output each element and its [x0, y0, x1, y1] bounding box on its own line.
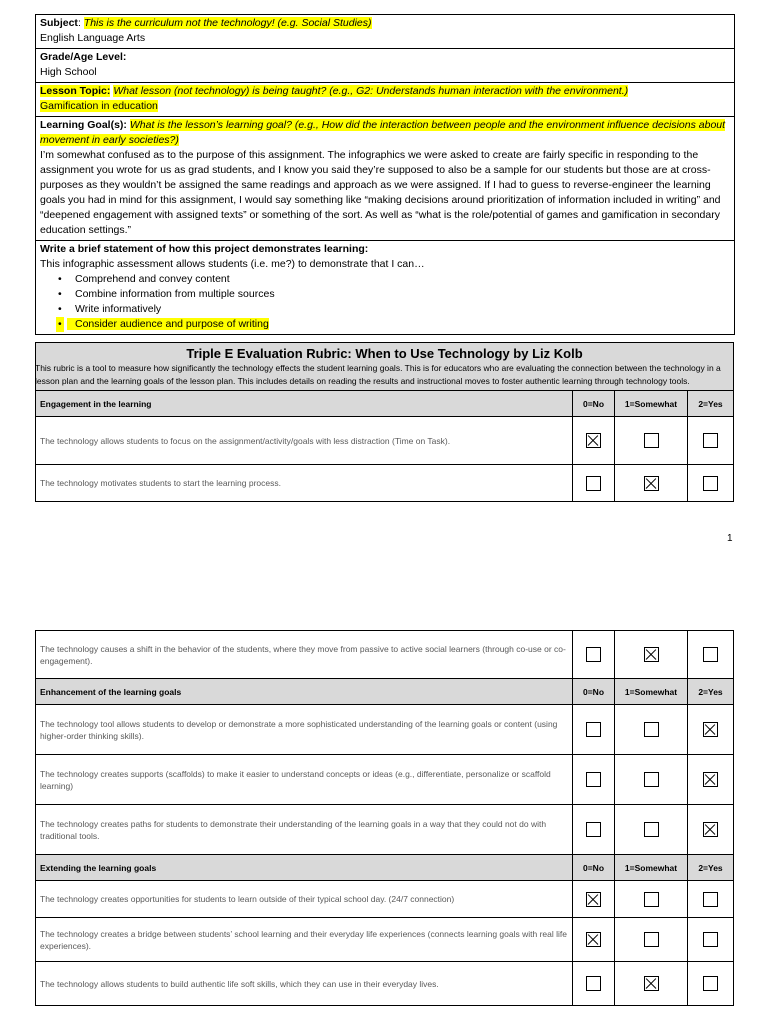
list-item: • Write informatively	[58, 303, 162, 315]
scale-label: 0=No	[573, 679, 615, 705]
goal-prompt: What is the lesson’s learning goal? (e.g., How did the interaction between people and the environment influence decisions about movement in early societies?)	[40, 119, 726, 146]
scale-label: 2=Yes	[688, 679, 734, 705]
checkbox-yes[interactable]	[703, 476, 718, 491]
scale-label: 1=Somewhat	[615, 391, 688, 417]
subject-label: Subject	[40, 17, 78, 29]
criterion-text: The technology creates a bridge between students’ school learning and their everyday life experiences (connects learning goals with real life experiences).	[36, 918, 573, 962]
checkbox-somewhat[interactable]	[644, 822, 659, 837]
bullet-icon: •	[58, 273, 62, 285]
section-heading: Engagement in the learning	[36, 391, 573, 417]
checkbox-cell	[688, 881, 734, 918]
criterion-text: The technology motivates students to start the learning process.	[36, 465, 573, 502]
rubric-row	[36, 465, 734, 502]
section-header-row	[36, 679, 734, 705]
topic-value: Gamification in education	[40, 100, 158, 112]
checkbox-no[interactable]	[586, 976, 601, 991]
criterion-text: The technology creates paths for students to demonstrate their understanding of the learning goals in a way that they could not do with traditional tools.	[36, 805, 573, 855]
scale-label: 1=Somewhat	[615, 855, 688, 881]
checkbox-cell	[615, 755, 688, 805]
checkbox-cell	[615, 918, 688, 962]
rubric-table-page-1	[35, 342, 734, 502]
bullet-icon: •	[58, 318, 62, 330]
statement-bullets	[40, 272, 730, 332]
topic-section	[36, 83, 734, 117]
checkbox-somewhat-checked[interactable]	[644, 976, 659, 991]
section-header-row	[36, 391, 734, 417]
checkbox-somewhat[interactable]	[644, 433, 659, 448]
checkbox-somewhat-checked[interactable]	[644, 476, 659, 491]
rubric-intro: This rubric is a tool to measure how significantly the technology effects the student learning goals. This is for educators who are evaluating the connection between the technology in a lesson plan and the learning goals of the lesson plan. This includes details on reading the results and instructional moves to foster authentic learning through technology tools.	[35, 363, 721, 386]
rubric-table-page-2	[35, 630, 734, 1006]
checkbox-no[interactable]	[586, 722, 601, 737]
section-heading: Extending the learning goals	[36, 855, 573, 881]
subject-value: English Language Arts	[40, 32, 146, 44]
subject-section: Subject: This is the curriculum not the technology! (e.g. Social Studies) English Language Arts	[36, 15, 734, 49]
checkbox-yes[interactable]	[703, 433, 718, 448]
grade-value: High School	[40, 66, 97, 78]
rubric-row	[36, 918, 734, 962]
checkbox-no-checked[interactable]	[586, 892, 601, 907]
checkbox-cell	[615, 962, 688, 1006]
checkbox-cell	[688, 962, 734, 1006]
section-heading: Enhancement of the learning goals	[36, 679, 573, 705]
checkbox-somewhat[interactable]	[644, 892, 659, 907]
list-item: • Consider audience and purpose of writing	[58, 318, 269, 330]
criterion-text: The technology tool allows students to develop or demonstrate a more sophisticated understanding of the learning goals or content (using higher-order thinking skills).	[36, 705, 573, 755]
criterion-text: The technology causes a shift in the behavior of the students, where they move from passive to active social learners (through co-use or co-engagement).	[36, 631, 573, 679]
statement-label: Write a brief statement of how this project demonstrates learning:	[40, 243, 369, 255]
goal-section	[36, 117, 734, 241]
rubric-row	[36, 962, 734, 1006]
list-item: • Combine information from multiple sources	[58, 288, 275, 300]
checkbox-yes[interactable]	[703, 647, 718, 662]
checkbox-somewhat[interactable]	[644, 772, 659, 787]
checkbox-cell	[688, 918, 734, 962]
checkbox-cell	[615, 631, 688, 679]
statement-intro: This infographic assessment allows students (i.e. me?) to demonstrate that I can…	[40, 258, 425, 270]
checkbox-no-checked[interactable]	[586, 433, 601, 448]
rubric-row	[36, 755, 734, 805]
lesson-info-box	[35, 14, 735, 335]
scale-label: 2=Yes	[688, 391, 734, 417]
topic-prompt: What lesson (not technology) is being taught? (e.g., G2: Understands human interaction with the environment.)	[113, 85, 629, 97]
checkbox-no[interactable]	[586, 647, 601, 662]
checkbox-cell	[573, 881, 615, 918]
rubric-row	[36, 631, 734, 679]
list-item: • Comprehend and convey content	[58, 273, 230, 285]
checkbox-yes[interactable]	[703, 892, 718, 907]
statement-section	[36, 241, 734, 334]
checkbox-cell	[615, 417, 688, 465]
rubric-row	[36, 705, 734, 755]
scale-label: 0=No	[573, 855, 615, 881]
grade-section	[36, 49, 734, 83]
checkbox-cell	[615, 881, 688, 918]
goal-value: I’m somewhat confused as to the purpose of this assignment. The infographics we were asked to create are fairly specific in responding to the assignment you wrote for us as grad students, and I know you said they’re supposed to also be a sample for our students but those are at cross-purposes as they wouldn’t be assigned the same readings and approach as we were assigned. If I had to guess to reverse-engineer the learning goals you had in mind for this assignment, I would say something like “making decisions around prioritization of information included in writing” and “deepened engagement with assigned texts” or something of the sort. As well as “what is the role/potential of games and gamification in secondary education settings.”	[40, 149, 721, 236]
checkbox-yes[interactable]	[703, 932, 718, 947]
checkbox-cell	[615, 705, 688, 755]
criterion-text: The technology allows students to focus on the assignment/activity/goals with less distraction (Time on Task).	[36, 417, 573, 465]
scale-label: 0=No	[573, 391, 615, 417]
checkbox-cell	[688, 705, 734, 755]
checkbox-cell	[573, 805, 615, 855]
subject-prompt: This is the curriculum not the technology! (e.g. Social Studies)	[83, 17, 372, 29]
goal-label: Learning Goal(s):	[40, 119, 127, 131]
checkbox-cell	[573, 465, 615, 502]
bullet-icon: •	[58, 288, 62, 300]
section-header-row	[36, 855, 734, 881]
scale-label: 1=Somewhat	[615, 679, 688, 705]
checkbox-no[interactable]	[586, 822, 601, 837]
checkbox-cell	[573, 631, 615, 679]
rubric-row	[36, 417, 734, 465]
checkbox-cell	[688, 631, 734, 679]
scale-label: 2=Yes	[688, 855, 734, 881]
checkbox-cell	[573, 417, 615, 465]
checkbox-cell	[688, 755, 734, 805]
page-number: 1	[727, 533, 733, 544]
checkbox-yes-checked[interactable]	[703, 722, 718, 737]
checkbox-cell	[573, 755, 615, 805]
checkbox-cell	[615, 465, 688, 502]
checkbox-yes[interactable]	[703, 976, 718, 991]
checkbox-cell	[688, 417, 734, 465]
criterion-text: The technology allows students to build authentic life soft skills, which they can use in their everyday lives.	[36, 962, 573, 1006]
checkbox-no[interactable]	[586, 772, 601, 787]
bullet-icon: •	[58, 303, 62, 315]
rubric-title: Triple E Evaluation Rubric: When to Use Technology by Liz Kolb	[186, 346, 583, 361]
criterion-text: The technology creates supports (scaffolds) to make it easier to understand concepts or ideas (e.g., differentiate, personalize or scaffold learning)	[36, 755, 573, 805]
checkbox-somewhat-checked[interactable]	[644, 647, 659, 662]
checkbox-no-checked[interactable]	[586, 932, 601, 947]
checkbox-cell	[615, 805, 688, 855]
checkbox-yes-checked[interactable]	[703, 772, 718, 787]
checkbox-cell	[573, 962, 615, 1006]
checkbox-yes-checked[interactable]	[703, 822, 718, 837]
checkbox-somewhat[interactable]	[644, 722, 659, 737]
checkbox-cell	[573, 705, 615, 755]
checkbox-cell	[573, 918, 615, 962]
topic-label: Lesson Topic:	[40, 85, 111, 97]
criterion-text: The technology creates opportunities for students to learn outside of their typical school day. (24/7 connection)	[36, 881, 573, 918]
checkbox-cell	[688, 465, 734, 502]
checkbox-no[interactable]	[586, 476, 601, 491]
rubric-row	[36, 881, 734, 918]
grade-label: Grade/Age Level:	[40, 51, 127, 63]
checkbox-somewhat[interactable]	[644, 932, 659, 947]
rubric-header	[36, 343, 734, 391]
checkbox-cell	[688, 805, 734, 855]
rubric-row	[36, 805, 734, 855]
